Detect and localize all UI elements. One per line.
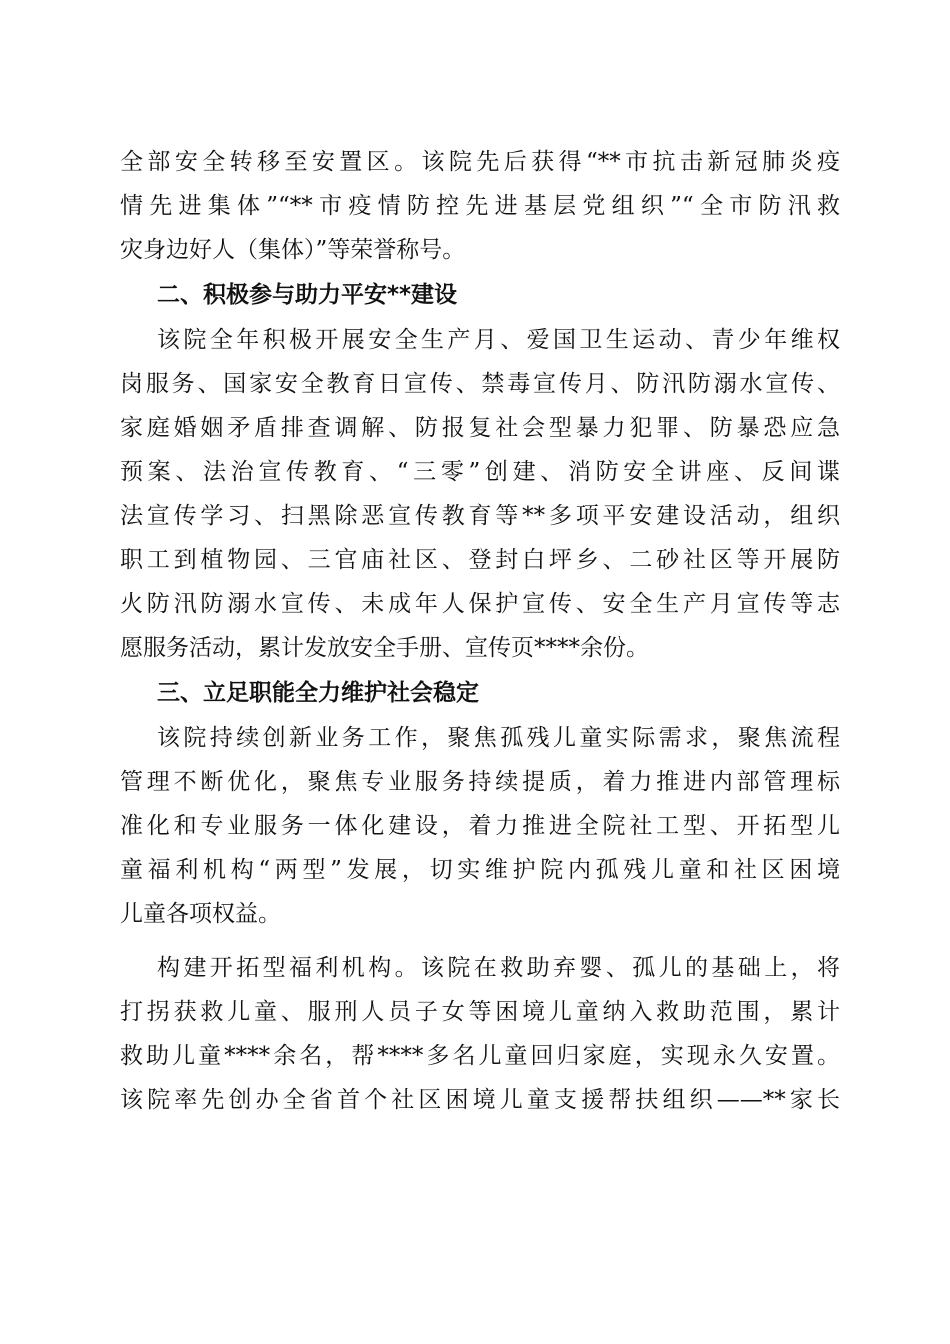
text-line: 该院持续创新业务工作，聚焦孤残儿童实际需求，聚焦流程: [157, 725, 840, 751]
text-line: 岗服务、国家安全教育日宣传、禁毒宣传月、防汛防溺水宣传、: [120, 371, 840, 397]
text-line: 准化和专业服务一体化建设，着力推进全院社工型、开拓型儿: [120, 813, 840, 839]
text-line: 该院率先创办全省首个社区困境儿童支援帮扶组织——**家长: [120, 1087, 840, 1113]
text-line: 火防汛防溺水宣传、未成年人保护宣传、安全生产月宣传等志: [120, 591, 840, 617]
text-line: 职工到植物园、三官庙社区、登封白坪乡、二砂社区等开展防: [120, 547, 840, 573]
section-heading: 三、立足职能全力维护社会稳定: [157, 680, 479, 706]
text-line: 儿童各项权益。: [120, 901, 281, 927]
text-line: 童福利机构“两型”发展，切实维护院内孤残儿童和社区困境: [120, 857, 840, 883]
text-line: 打拐获救儿童、服刑人员子女等困境儿童纳入救助范围，累计: [120, 999, 840, 1025]
text-line: 愿服务活动，累计发放安全手册、宣传页****余份。: [120, 635, 649, 661]
text-line: 情先进集体”“**市疫情防控先进基层党组织”“全市防汛救: [120, 193, 840, 219]
text-line: 构建开拓型福利机构。该院在救助弃婴、孤儿的基础上，将: [157, 955, 840, 981]
text-line: 救助儿童****余名，帮****多名儿童回归家庭，实现永久安置。: [120, 1043, 840, 1069]
text-line: 家庭婚姻矛盾排查调解、防报复社会型暴力犯罪、防暴恐应急: [120, 415, 840, 441]
text-line: 全部安全转移至安置区。该院先后获得“**市抗击新冠肺炎疫: [120, 149, 840, 175]
section-heading: 二、积极参与助力平安**建设: [157, 282, 458, 308]
text-line: 预案、法治宣传教育、“三零”创建、消防安全讲座、反间谍: [120, 459, 840, 485]
text-line: 该院全年积极开展安全生产月、爱国卫生运动、青少年维权: [157, 327, 840, 353]
text-line: 管理不断优化，聚焦专业服务持续提质，着力推进内部管理标: [120, 769, 840, 795]
text-line: 法宣传学习、扫黑除恶宣传教育等**多项平安建设活动，组织: [120, 503, 840, 529]
text-line: 灾身边好人（集体）”等荣誉称号。: [120, 237, 466, 263]
